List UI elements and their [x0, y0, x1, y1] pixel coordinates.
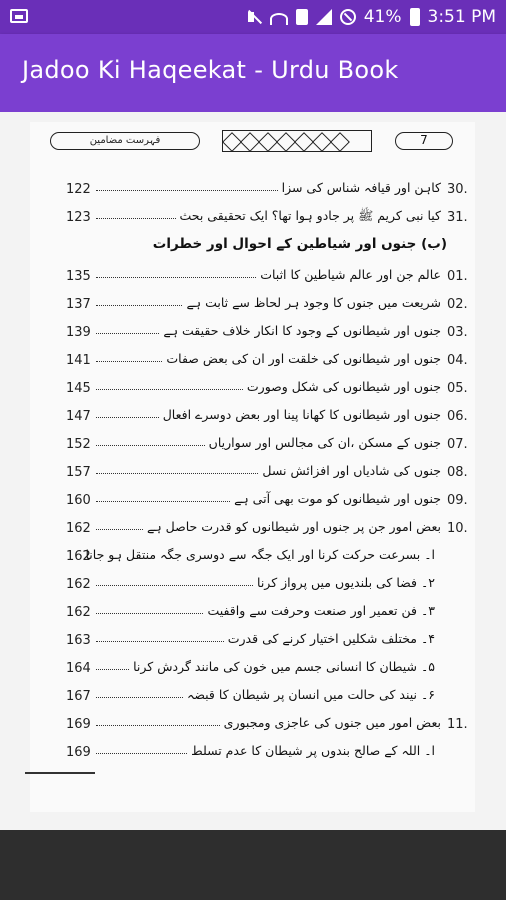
- toc-entry-title: شریعت میں جنوں کا وجود ہر لحاظ سے ثابت ہے: [186, 295, 441, 310]
- toc-entry: [30, 351, 475, 373]
- leader-dots: [96, 445, 205, 446]
- leader-dots: [96, 641, 224, 642]
- toc-page-number: 137: [66, 297, 91, 312]
- toc-page-number: 139: [66, 325, 91, 340]
- app-title: Jadoo Ki Haqeekat - Urdu Book: [22, 56, 399, 84]
- toc-page-number: 162: [66, 549, 91, 564]
- page-header: [50, 128, 460, 154]
- app-bar: [0, 34, 506, 112]
- toc-entry: [30, 208, 475, 230]
- toc-page-number: 167: [66, 689, 91, 704]
- toc-page-number: 122: [66, 182, 91, 197]
- leader-dots: [96, 218, 176, 219]
- toc-entry-number: 11.: [447, 717, 468, 732]
- toc-page-number: 157: [66, 465, 91, 480]
- toc-entry: [30, 267, 475, 289]
- toc-page-number: 169: [66, 717, 91, 732]
- toc-entry: [30, 519, 475, 541]
- leader-dots: [96, 613, 203, 614]
- toc-entry-title: ۶۔ نیند کی حالت میں انسان پر شیطان کا قبضہ: [187, 687, 435, 702]
- toc-entry: [30, 687, 475, 709]
- toc-page-number: 123: [66, 210, 91, 225]
- toc-page-number: 141: [66, 353, 91, 368]
- toc-entry-title: بعض امور جن پر جنوں اور شیطانوں کو قدرت حاصل ہے: [147, 519, 441, 534]
- toc-page-number: 162: [66, 605, 91, 620]
- leader-dots: [96, 190, 278, 191]
- signal-icon: [316, 9, 332, 25]
- leader-dots: [96, 753, 187, 754]
- battery-icon: [410, 8, 420, 26]
- toc-entry-title: ا۔ اللہ کے صالح بندوں پر شیطان کا عدم تسلط: [191, 743, 435, 758]
- toc-entry-title: جنوں اور شیطانوں کا کھانا پینا اور بعض دوسرے افعال: [162, 407, 441, 422]
- book-page: [30, 122, 475, 812]
- clock: 3:51 PM: [427, 7, 496, 27]
- toc-entry: [30, 295, 475, 317]
- toc-entry-number: 05.: [447, 381, 468, 396]
- toc-page-number: 164: [66, 661, 91, 676]
- leader-dots: [96, 473, 258, 474]
- toc-entry: [30, 575, 475, 597]
- status-icons: [246, 6, 496, 28]
- leader-dots: [96, 501, 230, 502]
- navigation-bar: [0, 830, 506, 900]
- toc-entry-number: 04.: [447, 353, 468, 368]
- toc-page-number: 162: [66, 577, 91, 592]
- toc-page-number: 145: [66, 381, 91, 396]
- toc-entry: [30, 659, 475, 681]
- toc-entry-number: 03.: [447, 325, 468, 340]
- toc-entry-title: کاہن اور قیافہ شناس کی سزا: [281, 180, 441, 195]
- toc-entry: [30, 631, 475, 653]
- toc-entry-number: 06.: [447, 409, 468, 424]
- toc-entry: [30, 715, 475, 737]
- leader-dots: [96, 417, 159, 418]
- leader-dots: [96, 697, 183, 698]
- leader-dots: [96, 585, 253, 586]
- toc-page-number: 169: [66, 745, 91, 760]
- toc-entry-number: 01.: [447, 269, 468, 284]
- toc-page-number: 160: [66, 493, 91, 508]
- sim-icon: [296, 9, 308, 25]
- toc-entry-number: 08.: [447, 465, 468, 480]
- toc-entry: [30, 491, 475, 513]
- toc-entry: [30, 180, 475, 202]
- book-page-viewer[interactable]: [0, 112, 506, 830]
- footnote-rule: [25, 772, 95, 774]
- toc-page-number: 147: [66, 409, 91, 424]
- leader-dots: [96, 529, 143, 530]
- toc-entry: [30, 379, 475, 401]
- page-number: 7: [395, 132, 453, 150]
- toc-entry-title: جنوں اور شیطانوں کی شکل وصورت: [246, 379, 441, 394]
- toc-page-number: 152: [66, 437, 91, 452]
- image-notification-icon: [10, 9, 28, 23]
- leader-dots: [96, 361, 162, 362]
- toc-entry-title: ۲۔ فضا کی بلندیوں میں پرواز کرنا: [257, 575, 435, 590]
- toc-entry-title: ۴۔ مختلف شکلیں اختیار کرنے کی قدرت: [227, 631, 435, 646]
- leader-dots: [96, 725, 220, 726]
- toc-entry-title: جنوں اور شیطانوں کے وجود کا انکار خلاف حقیقت ہے: [163, 323, 441, 338]
- battery-percent: 41%: [363, 7, 402, 27]
- toc-entry-title: ا۔ بسرعت حرکت کرنا اور ایک جگہ سے دوسری جگہ منتقل ہو جانا: [85, 547, 435, 562]
- status-bar: [0, 0, 506, 34]
- toc-entry-title: جنوں اور شیطانوں کی خلقت اور ان کی بعض صفات: [166, 351, 441, 366]
- toc-entry-number: 10.: [447, 521, 468, 536]
- leader-dots: [96, 277, 256, 278]
- leader-dots: [96, 389, 243, 390]
- toc-entry-number: 09.: [447, 493, 468, 508]
- toc-entry-number: 02.: [447, 297, 468, 312]
- toc-entry: [30, 463, 475, 485]
- toc-page-number: 135: [66, 269, 91, 284]
- toc-entry-title: جنوں اور شیطانوں کو موت بھی آتی ہے: [234, 491, 441, 506]
- leader-dots: [96, 669, 129, 670]
- toc-entry-title: کیا نبی کریم ﷺ پر جادو ہوا تھا؟ ایک تحقیقی بحث: [179, 208, 441, 223]
- toc-entry: [30, 435, 475, 457]
- wifi-icon: [270, 13, 288, 25]
- toc-entry: [30, 547, 475, 569]
- toc-page-number: 163: [66, 633, 91, 648]
- section-heading: (ب) جنوں اور شیاطین کے احوال اور خطرات: [152, 236, 447, 252]
- toc-entry-title: ۵۔ شیطان کا انسانی جسم میں خون کی مانند گردش کرنا: [133, 659, 435, 674]
- toc-entry: [30, 407, 475, 429]
- leader-dots: [96, 305, 182, 306]
- toc-entry-title: عالم جن اور عالم شیاطین کا اثبات: [260, 267, 441, 282]
- toc-entry: [30, 603, 475, 625]
- toc-entry-number: 31.: [447, 210, 468, 225]
- mute-icon: [246, 9, 262, 25]
- header-title: فہرست مضامین: [50, 132, 200, 150]
- toc-entry-title: بعض امور میں جنوں کی عاجزی ومجبوری: [223, 715, 441, 730]
- toc-entry-number: 30.: [447, 182, 468, 197]
- toc-entry-title: جنوں کی شادیاں اور افزائش نسل: [262, 463, 441, 478]
- toc-entry: [30, 323, 475, 345]
- toc-page-number: 162: [66, 521, 91, 536]
- ornament: [222, 130, 372, 152]
- leader-dots: [96, 333, 159, 334]
- toc-entry-number: 07.: [447, 437, 468, 452]
- toc-entry-title: جنوں کے مسکن ،ان کی مجالس اور سواریاں: [208, 435, 441, 450]
- do-not-disturb-icon: [340, 9, 356, 25]
- toc-entry-title: ۳۔ فن تعمیر اور صنعت وحرفت سے واقفیت: [207, 603, 435, 618]
- toc-entry: [30, 743, 475, 765]
